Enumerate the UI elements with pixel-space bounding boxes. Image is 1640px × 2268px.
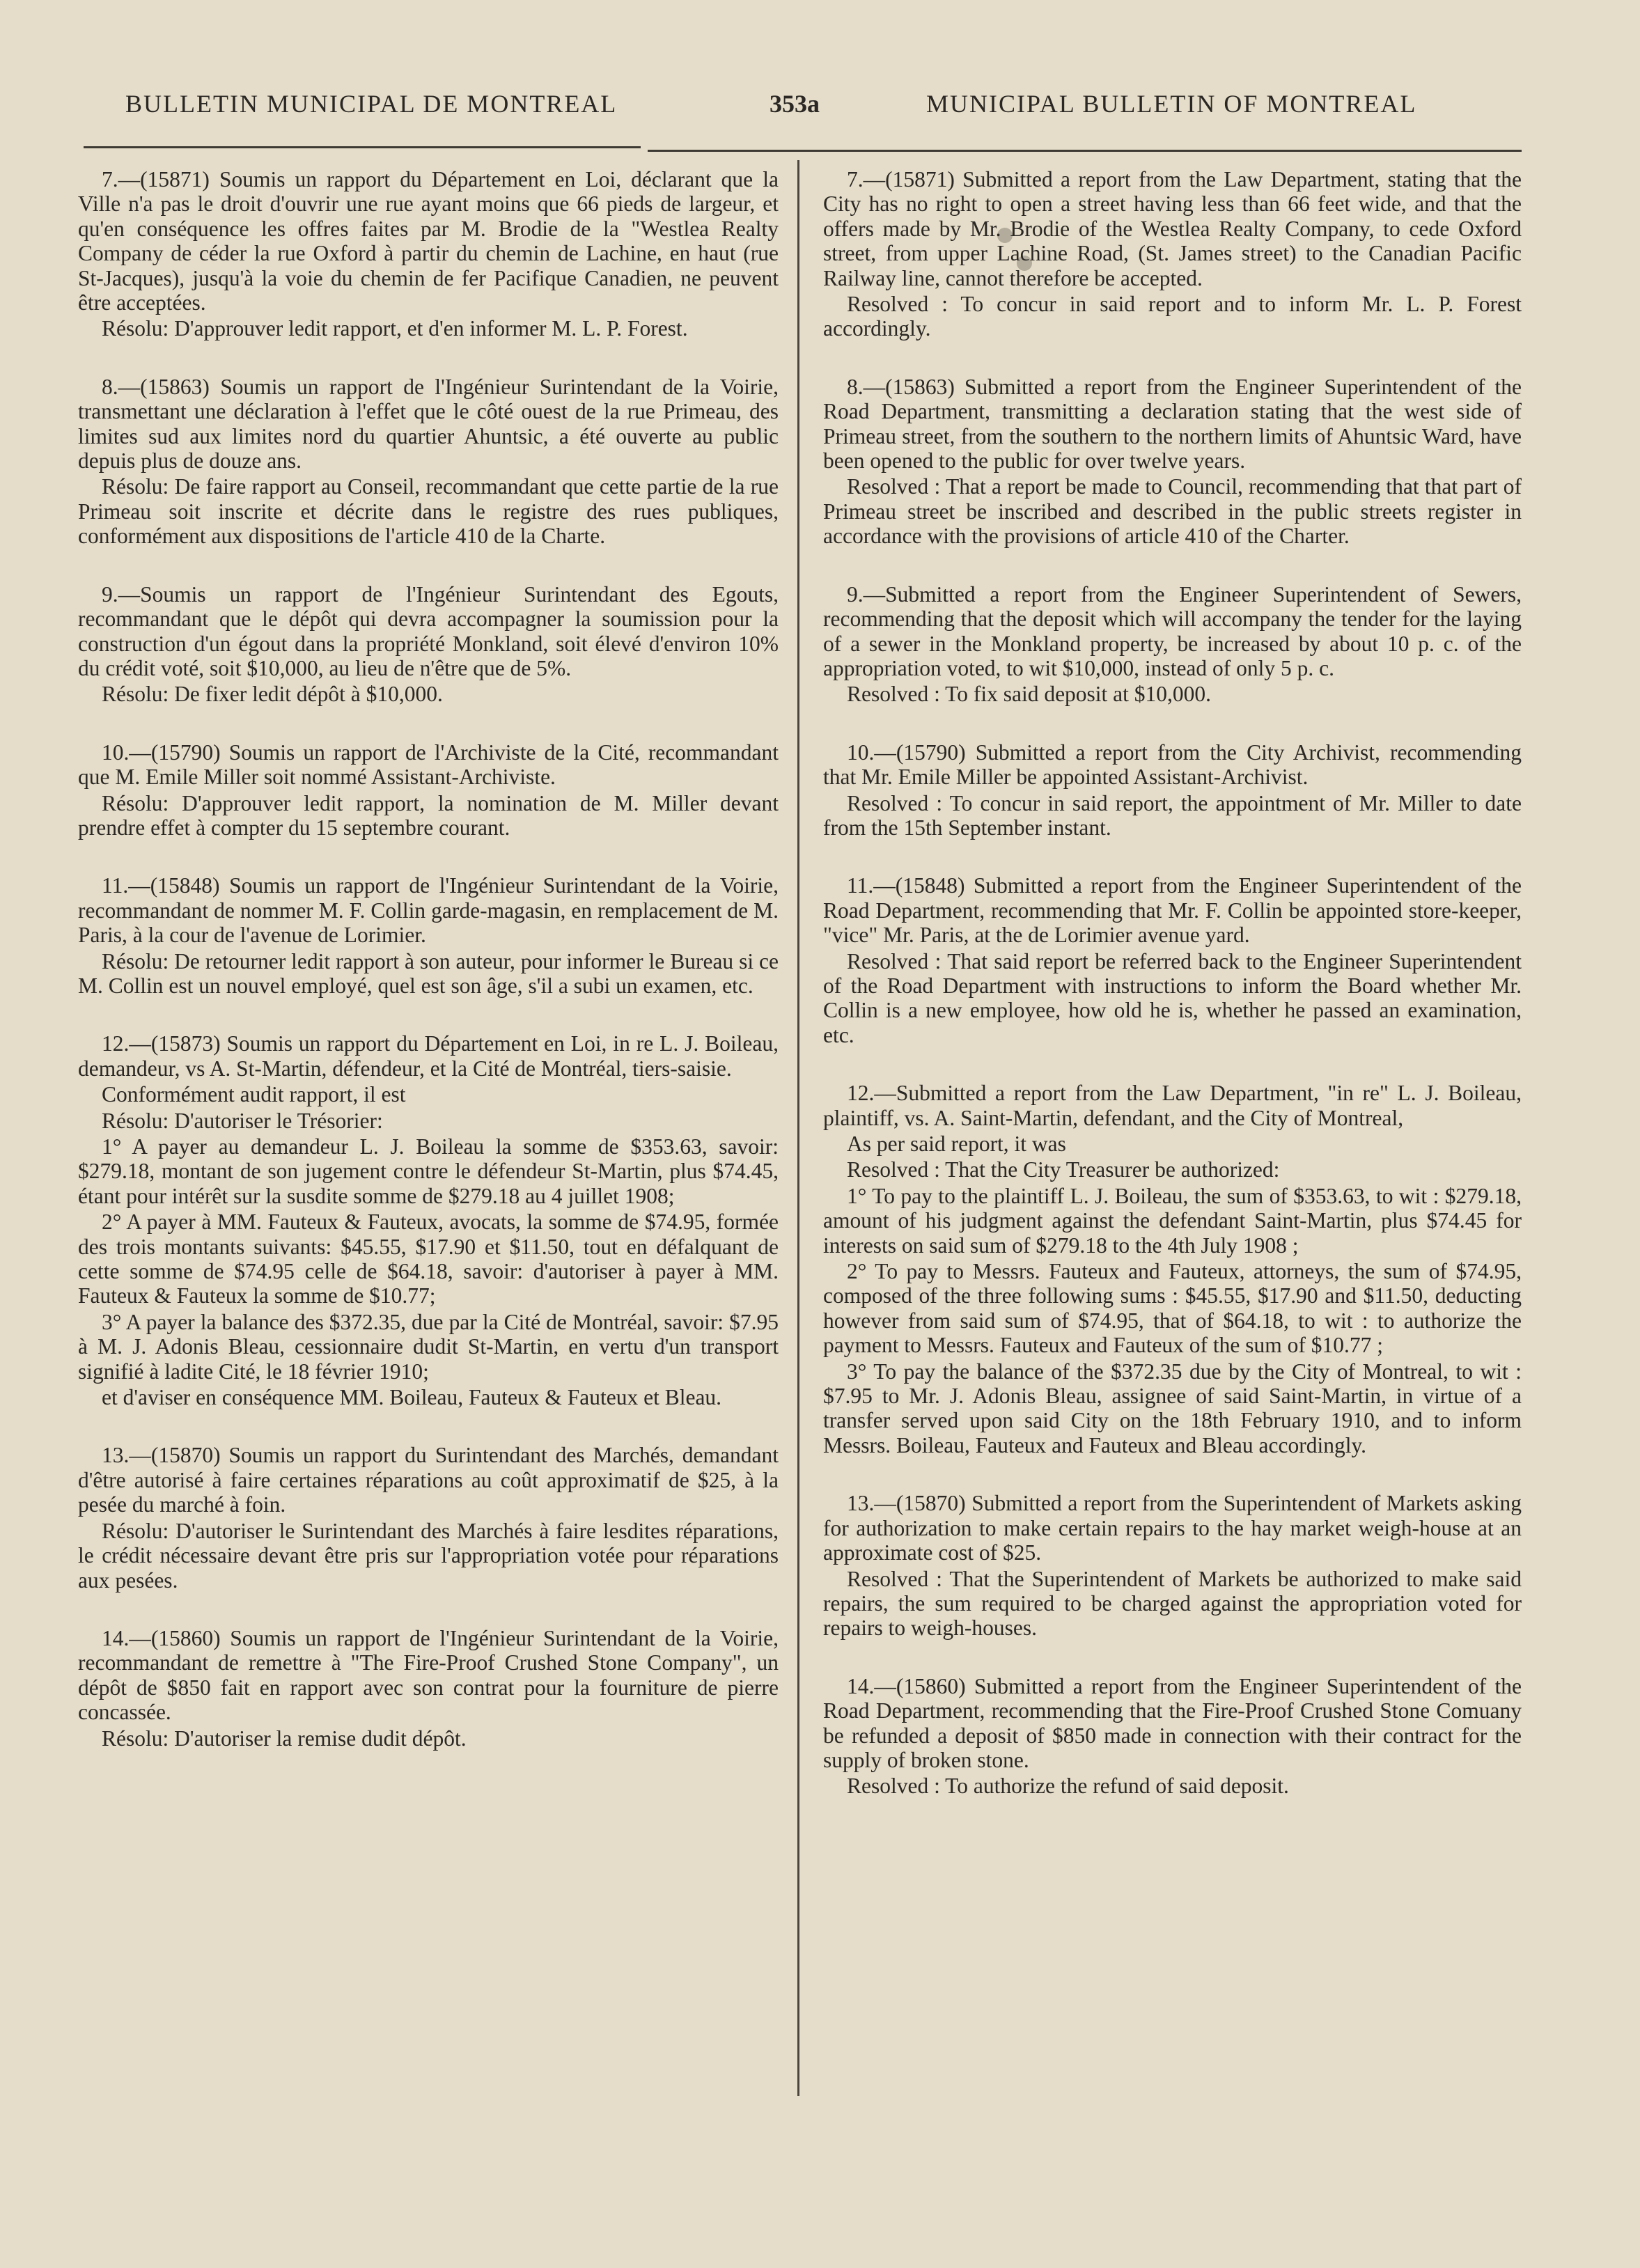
minute-paragraph: 10.—(15790) Soumis un rapport de l'Archiviste de la Cité, recommandant que M. Emile Miller soit nommé Assistant-Archiviste. — [78, 740, 779, 790]
minute-paragraph: 9.—Submitted a report from the Engineer Superintendent of Sewers, recommending that the deposit which will accompany the tender for the laying of a sewer in the Monkland property, be increased by about 10 p. c. of the appropriation voted, to wit $10,000, instead of only 5 p. c. — [823, 581, 1522, 680]
minute-paragraph: Resolved : That a report be made to Council, recommending that that part of Primeau street be inscribed and described in the public streets register in accordance with the provisions of article 410 of the Charter. — [823, 474, 1522, 549]
minute-paragraph: 12.—(15873) Soumis un rapport du Département en Loi, in re L. J. Boileau, demandeur, vs A. St-Martin, défendeur, et la Cité de Montréal, tiers-saisie. — [78, 1031, 779, 1081]
minute-paragraph: 11.—(15848) Submitted a report from the Engineer Superintendent of the Road Department, recommending that Mr. F. Collin be appointed store-keeper, "vice" Mr. Paris, at the de Lorimier avenue yard. — [823, 873, 1522, 948]
minute-paragraph: 2° A payer à MM. Fauteux & Fauteux, avocats, la somme de $74.95, formée des trois montants suivants: $45.55, $17.90 et $11.50, tout en défalquant de cette somme de $74.95 celle de $64.18, savoir: d'autoriser à payer à MM. Fauteux & Fauteux la somme de $10.77; — [78, 1210, 779, 1308]
minute-paragraph: 2° To pay to Messrs. Fauteux and Fauteux, attorneys, the sum of $74.95, composed of the three following sums : $45.55, $17.90 and $11.50, deducting however from said sum of $74.95, that of $64.18, to wit : to authorize the payment to Messrs. Fauteux and Fauteux of the sum of $10.77 ; — [823, 1259, 1522, 1358]
minute-paragraph: Résolu: D'approuver ledit rapport, la nomination de M. Miller devant prendre effet à compter du 15 septembre courant. — [78, 790, 779, 840]
english-minute-item — [823, 375, 1522, 549]
english-minute-item — [823, 167, 1522, 341]
minute-paragraph: Résolu: De faire rapport au Conseil, recommandant que cette partie de la rue Primeau soit inscrite et décrite dans le registre des rues publiques, conformément aux dispositions de l'article 410 de la Charte. — [78, 474, 779, 549]
page-number: 353a — [770, 90, 820, 118]
minute-paragraph: Résolu: D'approuver ledit rapport, et d'en informer M. L. P. Forest. — [102, 316, 688, 341]
header-rule-right — [648, 150, 1522, 152]
minute-paragraph: Resolved : To authorize the refund of said deposit. — [847, 1774, 1289, 1799]
minute-paragraph: Conformément audit rapport, il est — [102, 1082, 406, 1107]
minute-paragraph: 7.—(15871) Submitted a report from the Law Department, stating that the City has no right to open a street having less than 66 feet wide, and that the offers made by Mr. Brodie of the Westlea Realty Company, to cede Oxford street, from upper Lachine Road, (St. James street) to the Canadian Pacific Railway line, cannot therefore be accepted. — [823, 167, 1522, 290]
minute-paragraph: Resolved : To concur in said report, the appointment of Mr. Miller to date from the 15th September instant. — [823, 790, 1522, 840]
minute-paragraph: 3° To pay the balance of the $372.35 due by the City of Montreal, to wit : $7.95 to Mr. J. Adonis Bleau, assignee of said Saint-Martin, in virtue of a transfer served upon said City on the 18th February 1910, and to inform Messrs. Boileau, Fauteux and Fauteux and Bleau accordingly. — [823, 1359, 1522, 1457]
header-rule-left — [84, 146, 641, 148]
minute-paragraph: Resolved : That the City Treasurer be authorized: — [847, 1157, 1280, 1182]
minute-paragraph: Résolu: De retourner ledit rapport à son auteur, pour informer le Bureau si ce M. Collin est un nouvel employé, quel est son âge, s'il a subi un examen, etc. — [78, 948, 779, 998]
minute-paragraph: et d'aviser en conséquence MM. Boileau, Fauteux & Fauteux et Bleau. — [102, 1385, 722, 1410]
french-column — [78, 167, 779, 1784]
minute-paragraph: 14.—(15860) Submitted a report from the Engineer Superintendent of the Road Department, recommending that the Fire-Proof Crushed Stone Comuany be refunded a deposit of $850 made in connection with their contract for the supply of broken stone. — [823, 1673, 1522, 1772]
minute-paragraph: 13.—(15870) Soumis un rapport du Surintendant des Marchés, demandant d'être autorisé à faire certaines réparations au coût approximatif de $25, à la pesée du marché à foin. — [78, 1443, 779, 1517]
minute-paragraph: Resolved : To fix said deposit at $10,000. — [847, 682, 1212, 707]
french-minute-item — [78, 375, 779, 549]
english-minute-item — [823, 740, 1522, 840]
french-minute-item — [78, 1443, 779, 1592]
english-minute-item — [823, 1674, 1522, 1799]
minute-paragraph: Résolu: D'autoriser la remise dudit dépôt. — [102, 1726, 467, 1751]
header-title-english: MUNICIPAL BULLETIN OF MONTREAL — [926, 90, 1417, 118]
minute-paragraph: 12.—Submitted a report from the Law Department, "in re" L. J. Boileau, plaintiff, vs. A. Saint-Martin, defendant, and the City of Montreal, — [823, 1081, 1522, 1130]
page-header — [0, 89, 1640, 131]
minute-paragraph: 14.—(15860) Soumis un rapport de l'Ingénieur Surintendant de la Voirie, recommandant de remettre à "The Fire-Proof Crushed Stone Company", un dépôt de $850 fait en rapport avec son contrat pour la fourniture de pierre concassée. — [78, 1625, 779, 1725]
french-minute-item — [78, 873, 779, 998]
french-minute-item — [78, 1626, 779, 1751]
minute-paragraph: 9.—Soumis un rapport de l'Ingénieur Surintendant des Egouts, recommandant que le dépôt qui devra accompagner la soumission pour la construction d'un égout dans la propriété Monkland, soit élevé d'environ 10% du crédit voté, soit $10,000, au lieu de n'être que de 5%. — [78, 581, 779, 680]
minute-paragraph: 13.—(15870) Submitted a report from the Superintendent of Markets asking for authorization to make certain repairs to the hay market weigh-house at an approximate cost of $25. — [823, 1491, 1522, 1565]
minute-paragraph: 11.—(15848) Soumis un rapport de l'Ingénieur Surintendant de la Voirie, recommandant de nommer M. F. Collin garde-magasin, en remplacement de M. Paris, à la cour de l'avenue de Lorimier. — [78, 873, 779, 948]
minute-paragraph: Résolu: D'autoriser le Trésorier: — [102, 1108, 383, 1133]
french-minute-item — [78, 167, 779, 341]
minute-paragraph: 3° A payer la balance des $372.35, due par la Cité de Montréal, savoir: $7.95 à M. J. Adonis Bleau, cessionnaire dudit St-Martin, en vertu d'un transport signifié à ladite Cité, le 18 février 1910; — [78, 1309, 779, 1384]
english-minute-item — [823, 873, 1522, 1047]
column-divider — [797, 160, 799, 2096]
minute-paragraph: 1° A payer au demandeur L. J. Boileau la somme de $353.63, savoir: $279.18, montant de son jugement contre le défendeur St-Martin, plus $74.45, étant pour intérêt sur la susdite somme de $279.18 au 4 juillet 1908; — [78, 1134, 779, 1208]
minute-paragraph: 7.—(15871) Soumis un rapport du Département en Loi, déclarant que la Ville n'a pas le droit d'ouvrir une rue ayant moins que 66 pieds de largeur, et qu'en conséquence les offres faites par M. Brodie de la "Westlea Realty Company de céder la rue Oxford à partir du chemin de Lachine, en haut (rue St-Jacques), jusqu'à la voie du chemin de fer Pacifique Canadien, ne peuvent être acceptées. — [78, 167, 779, 315]
minute-paragraph: As per said report, it was — [847, 1132, 1066, 1156]
french-minute-item — [78, 740, 779, 840]
english-minute-item — [823, 1491, 1522, 1640]
minute-paragraph: Resolved : That said report be referred back to the Engineer Superintendent of the Road Department with instructions to inform the Board whether Mr. Collin is a new employee, how old he is, whether he passed an examination, etc. — [823, 948, 1522, 1047]
minute-paragraph: 10.—(15790) Submitted a report from the City Archivist, recommending that Mr. Emile Miller be appointed Assistant-Archivist. — [823, 740, 1522, 790]
header-title-french: BULLETIN MUNICIPAL DE MONTREAL — [125, 90, 618, 118]
english-minute-item — [823, 582, 1522, 707]
minute-paragraph: 1° To pay to the plaintiff L. J. Boileau, the sum of $353.63, to wit : $279.18, amount of his judgment against the defendant Saint-Martin, plus $74.45 for interests on said sum of $279.18 to the 4th July 1908 ; — [823, 1183, 1522, 1258]
english-column — [823, 167, 1522, 1832]
french-minute-item — [78, 1031, 779, 1409]
minute-paragraph: Resolved : That the Superintendent of Markets be authorized to make said repairs, the sum required to be charged against the appropriation voted for repairs to weigh-houses. — [823, 1566, 1522, 1641]
minute-paragraph: Résolu: D'autoriser le Surintendant des Marchés à faire lesdites réparations, le crédit nécessaire devant être pris sur l'appropriation votée pour réparations aux pesées. — [78, 1518, 779, 1593]
french-minute-item — [78, 582, 779, 707]
minute-paragraph: 8.—(15863) Soumis un rapport de l'Ingénieur Surintendant de la Voirie, transmettant une déclaration à l'effet que le côté ouest de la rue Primeau, des limites sud aux limites nord du quartier Ahuntsic, a été ouverte au public depuis plus de douze ans. — [78, 374, 779, 474]
english-minute-item — [823, 1081, 1522, 1457]
minute-paragraph: Resolved : To concur in said report and to inform Mr. L. P. Forest accordingly. — [823, 292, 1522, 341]
minute-paragraph: 8.—(15863) Submitted a report from the Engineer Superintendent of the Road Department, transmitting a declaration stating that the west side of Primeau street, from the southern to the northern limits of Ahuntsic Ward, have been opened to the public for over twelve years. — [823, 374, 1522, 474]
minute-paragraph: Résolu: De fixer ledit dépôt à $10,000. — [102, 682, 443, 707]
